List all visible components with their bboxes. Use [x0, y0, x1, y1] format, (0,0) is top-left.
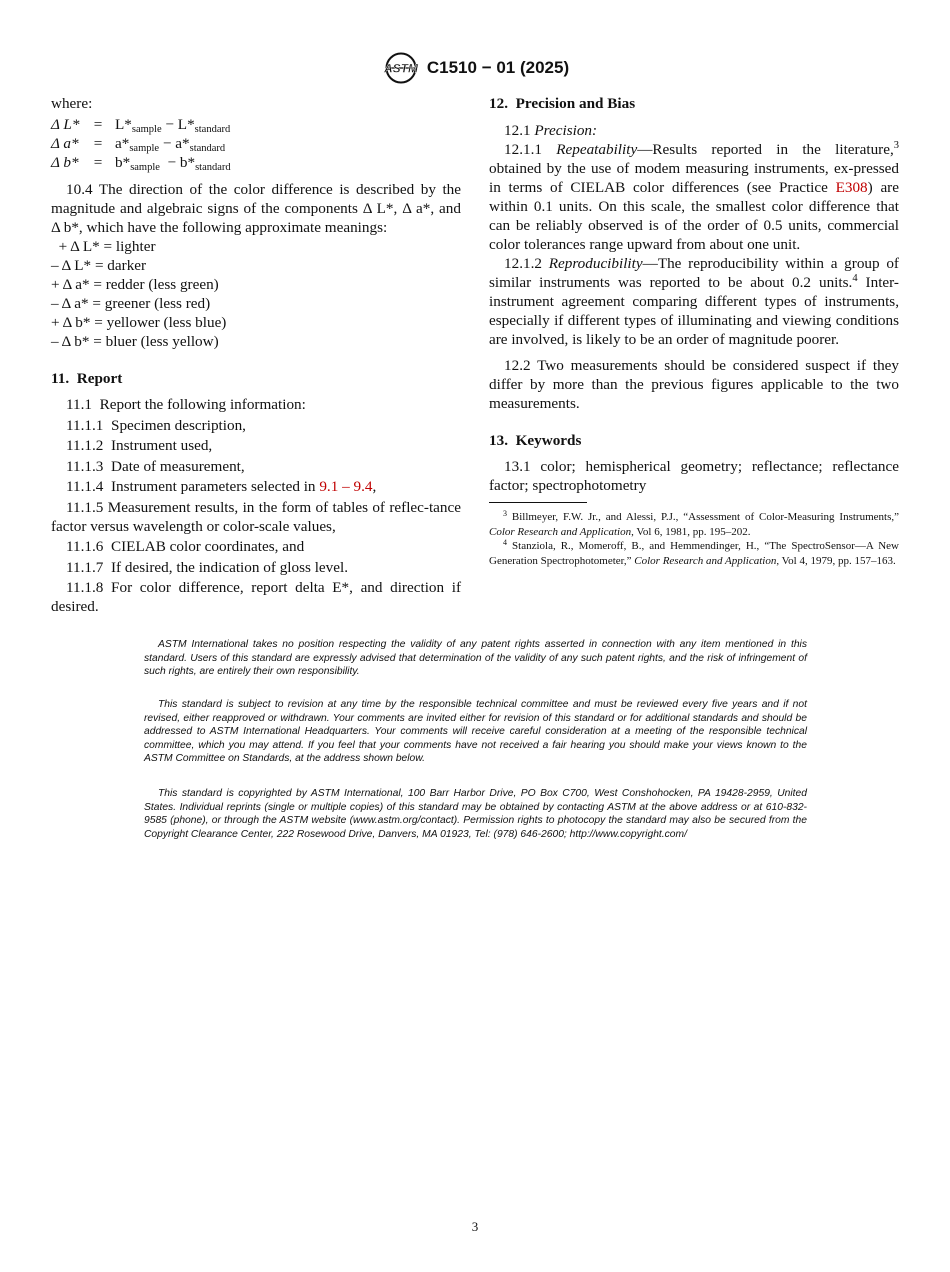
report-item: 11.1.5 Measurement results, in the form of tables of reflec-tance factor versus wavelength or color-scale values, — [51, 498, 461, 535]
section-reference-link[interactable]: 9.1 – 9.4 — [319, 478, 373, 495]
equation-delta-l: Δ L* = $L*_{sample} - L*_{standard}$ — [51, 116, 231, 135]
right-column — [489, 94, 899, 568]
meaning-item: – Δ b* = bluer (less yellow) — [51, 333, 219, 350]
paragraph-12-1-2: 12.1.2 Reproducibility—The reproducibility within a group of similar instruments was reported to be about 0.2 units.$^4$ Inter-instrument agreement comparing different types of instruments, especially if different types of illuminating and viewing conditions are involved, is likely to be an order of magnitude poorer. — [489, 255, 899, 348]
equation-delta-b: Δ b* = $b*_{sample} - b*_{standard}$ — [51, 154, 231, 173]
footnote-ref: 3 — [893, 140, 900, 151]
report-item: 11.1.2 Instrument used, — [66, 437, 213, 454]
report-item: 11.1.6 CIELAB color coordinates, and — [66, 538, 305, 555]
meaning-list — [51, 237, 461, 351]
footnote-divider — [489, 502, 587, 503]
paragraph-12-1-1: 12.1.1 Repeatability—Results reported in the literature,$^3$ obtained by the use of modem measuring instruments, ex-pressed in terms of CIELAB color differences (see Practice E308) are within 0.1 units. On this scale, the smallest color difference that can be reliably observed is of the order of 0.5 units, commercial color tolerances range upward from about one unit. — [489, 140, 900, 253]
page-header — [0, 52, 950, 89]
where-label: where: — [51, 95, 93, 112]
equation-delta-a: Δ a* = $a*_{sample} - a*_{standard}$ — [51, 135, 226, 154]
paragraph-12-2: 12.2 Two measurements should be considered suspect if they differ by more than the previous figures applicable to the two measurements. — [489, 357, 899, 412]
report-item: 11.1.3 Date of measurement, — [66, 457, 245, 475]
left-column — [51, 94, 461, 618]
footnote-ref: 4 — [852, 273, 858, 284]
report-item: 11.1.7 If desired, the indication of gloss level. — [66, 558, 349, 576]
revision-notice: This standard is subject to revision at any time by the responsible technical committee and must be reviewed every five years and if not revised, either reapproved or withdrawn. Your comments are invited either for revision of this standard or for additional standards and should be addressed to ASTM International Headquarters. Your comments will receive careful consideration at a meeting of the responsible technical committee, which you may attend. If you feel that your comments have not received a fair hearing you should make your views known to the ASTM Committee on Standards, at the address shown below. — [144, 699, 807, 765]
footnote-3: $^3$ Billmeyer, F.W. Jr., and Alessi, P.J., “Assessment of Color-Measuring Instruments,” Color Research and Application, Vol 6, 1981, pp. 195–202. — [489, 509, 899, 538]
paragraph-12-1: 12.1 Precision: — [504, 122, 598, 139]
paragraph-10-4: 10.4 The direction of the color difference is described by the magnitude and algebraic signs of the components Δ L*, Δ a*, and Δ b*, which have the following approximate meanings: — [51, 181, 461, 236]
paragraph-13-1: 13.1 color; hemispherical geometry; reflectance; reflectance factor; spectrophotometry — [489, 458, 899, 494]
report-item: 11.1.8 For color difference, report delta E*, and direction if desired. — [51, 579, 461, 615]
meaning-item: – Δ L* = darker — [51, 257, 147, 274]
page-number: 3 — [471, 1219, 479, 1234]
meaning-item: + Δ L* = lighter — [51, 238, 156, 255]
meaning-item: + Δ a* = redder (less green) — [51, 276, 219, 293]
section-12-heading: 12. Precision and Bias — [489, 95, 636, 112]
section-11-heading: 11. Report — [51, 370, 123, 387]
svg-text:ASTM: ASTM — [383, 61, 418, 76]
standard-designation: C1510 − 01 (2025) — [426, 58, 570, 77]
practice-e308-link[interactable]: E308 — [835, 179, 868, 196]
section-13-heading: 13. Keywords — [489, 432, 582, 449]
meaning-item: + Δ b* = yellower (less blue) — [51, 314, 227, 331]
report-item: 11.1.1 Specimen description, — [66, 416, 246, 434]
footnote-4: $^4$ Stanziola, R., Momeroff, B., and Hemmendinger, H., “The SpectroSensor—A New Generation Spectrophotometer,” Color Research and Application, Vol 4, 1979, pp. 157–163. — [489, 538, 899, 567]
report-item: 11.1.4 Instrument parameters selected in 9.1 – 9.4, — [66, 478, 377, 495]
meaning-item: – Δ a* = greener (less red) — [51, 295, 211, 312]
report-item: 11.1 Report the following information: — [66, 396, 306, 413]
patent-notice: ASTM International takes no position respecting the validity of any patent rights asserted in connection with any item mentioned in this standard. Users of this standard are expressly advised that determination of the validity of any such patent rights, and the risk of infringement of such rights, are entirely their own responsibility. — [144, 639, 807, 678]
equation-list — [51, 115, 461, 172]
astm-logo-icon — [381, 52, 421, 84]
copyright-notice: This standard is copyrighted by ASTM International, 100 Barr Harbor Drive, PO Box C700, West Conshohocken, PA 19428-2959, United States. Individual reprints (single or multiple copies) of this standard may be obtained by contacting ASTM at the above address or at 610-832-9585 (phone), or through the ASTM website (www.astm.org/contact). Permission rights to photocopy the standard may also be secured from the Copyright Clearance Center, 222 Rosewood Drive, Danvers, MA 01923, Tel: (978) 646-2600; http://www.copyright.com/ — [144, 788, 807, 840]
